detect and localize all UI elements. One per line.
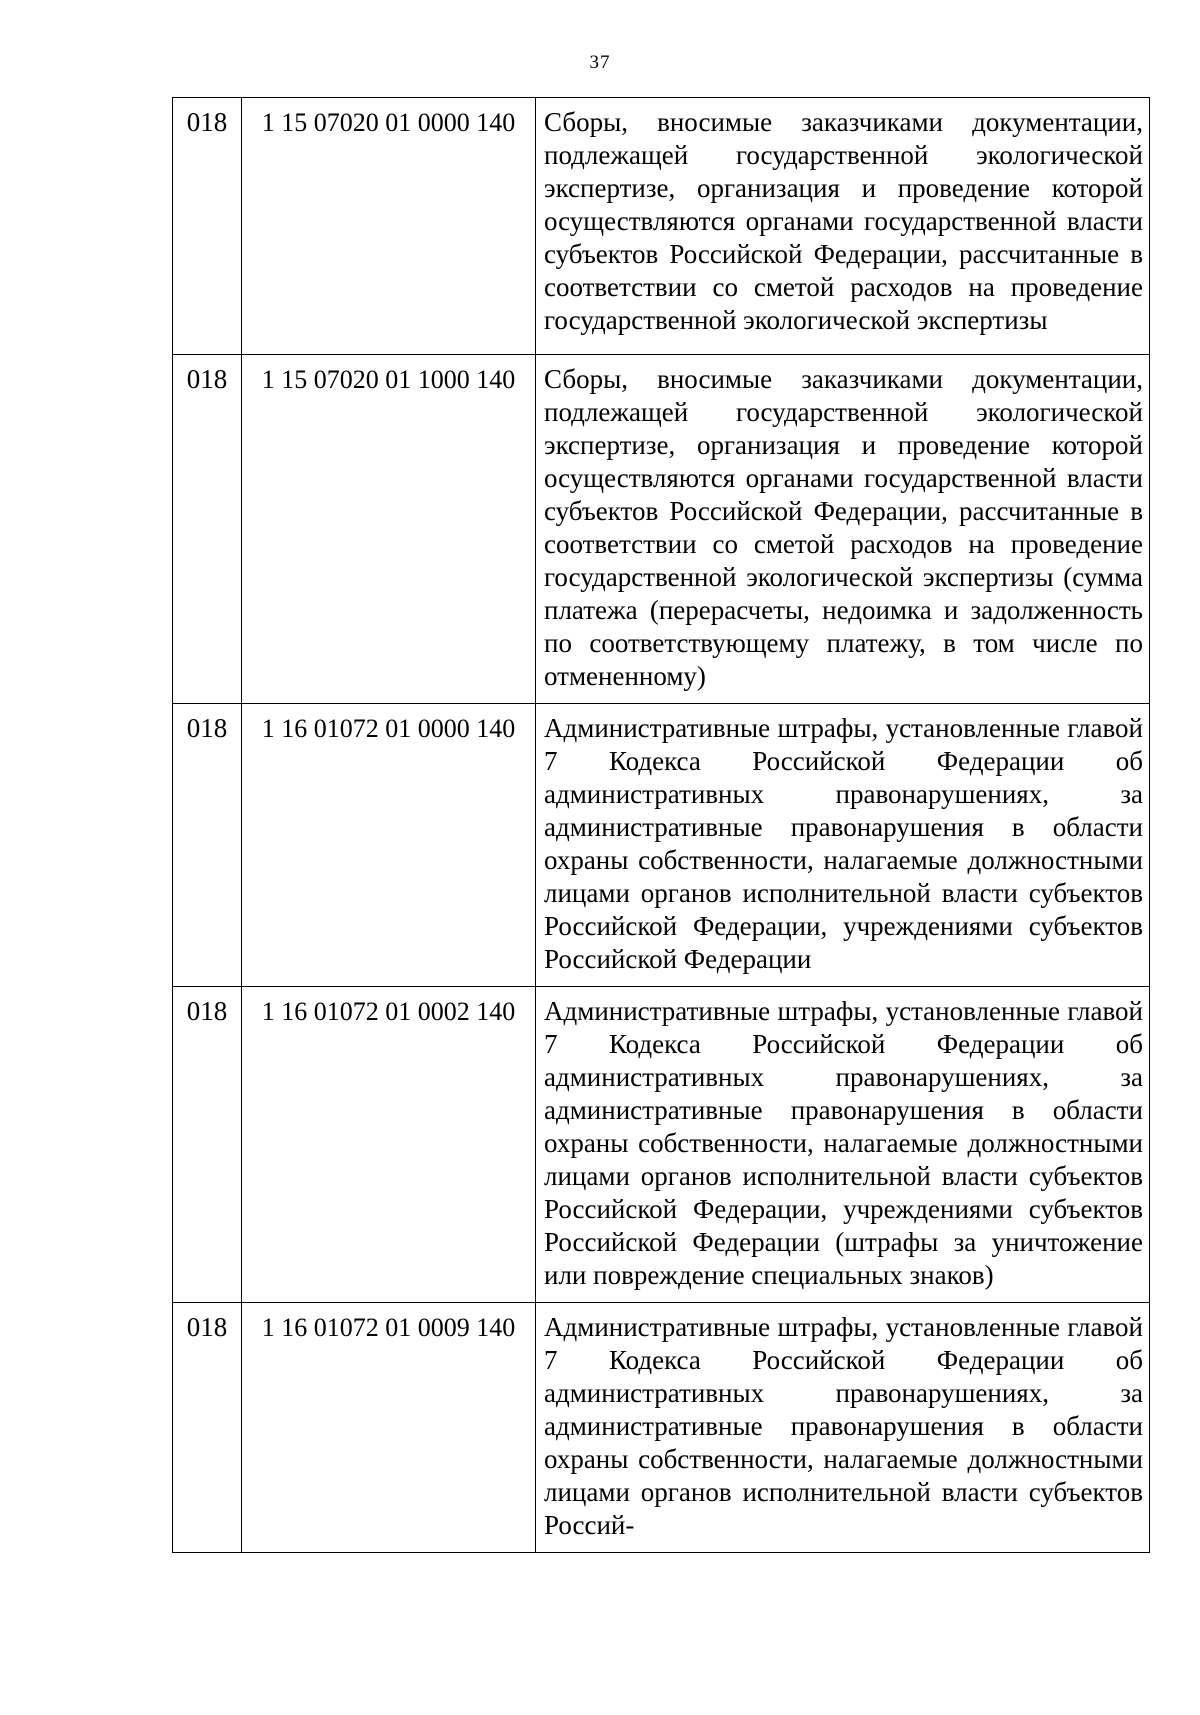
budget-code-cell: 1 16 01072 01 0000 140	[242, 704, 536, 987]
income-name-cell: Сборы, вносимые заказчиками документации, подлежащей государственной экологической экспертизе, организация и проведение которой осуществляются органами государственной власти субъектов Российской Федерации, рассчитанные в соответствии со сметой расходов на проведение государственной экологической экспертизы	[536, 98, 1150, 355]
income-name-cell: Административные штрафы, установленные главой 7 Кодекса Российской Федерации об административных правонарушениях, за административные правонарушения в области охраны собственности, налагаемые должностными лицами органов исполнительной власти субъектов Российской Федерации, учреждениями субъектов Российской Федерации (штрафы за уничтожение или повреждение специальных знаков)	[536, 987, 1150, 1303]
budget-code-cell: 1 16 01072 01 0009 140	[242, 1303, 536, 1553]
admin-code-cell: 018	[173, 355, 242, 704]
income-name-cell: Административные штрафы, установленные главой 7 Кодекса Российской Федерации об административных правонарушениях, за административные правонарушения в области охраны собственности, налагаемые должностными лицами органов исполнительной власти субъектов Россий-	[536, 1303, 1150, 1553]
table-row	[173, 704, 1150, 987]
admin-code-cell: 018	[173, 704, 242, 987]
table-row	[173, 1303, 1150, 1553]
admin-code-cell: 018	[173, 98, 242, 355]
admin-code-cell: 018	[173, 1303, 242, 1553]
page-number: 37	[589, 52, 611, 73]
budget-code-cell: 1 15 07020 01 0000 140	[242, 98, 536, 355]
budget-code-cell: 1 15 07020 01 1000 140	[242, 355, 536, 704]
table-row	[173, 98, 1150, 355]
income-name-cell: Административные штрафы, установленные главой 7 Кодекса Российской Федерации об административных правонарушениях, за административные правонарушения в области охраны собственности, налагаемые должностными лицами органов исполнительной власти субъектов Российской Федерации, учреждениями субъектов Российской Федерации	[536, 704, 1150, 987]
table-row	[173, 987, 1150, 1303]
budget-codes-table	[172, 97, 1150, 1553]
budget-code-cell: 1 16 01072 01 0002 140	[242, 987, 536, 1303]
table-row	[173, 355, 1150, 704]
admin-code-cell: 018	[173, 987, 242, 1303]
income-name-cell: Сборы, вносимые заказчиками документации, подлежащей государственной экологической экспертизе, организация и проведение которой осуществляются органами государственной власти субъектов Российской Федерации, рассчитанные в соответствии со сметой расходов на проведение государственной экологической экспертизы (сумма платежа (перерасчеты, недоимка и задолженность по соответствующему платежу, в том числе по отмененному)	[536, 355, 1150, 704]
